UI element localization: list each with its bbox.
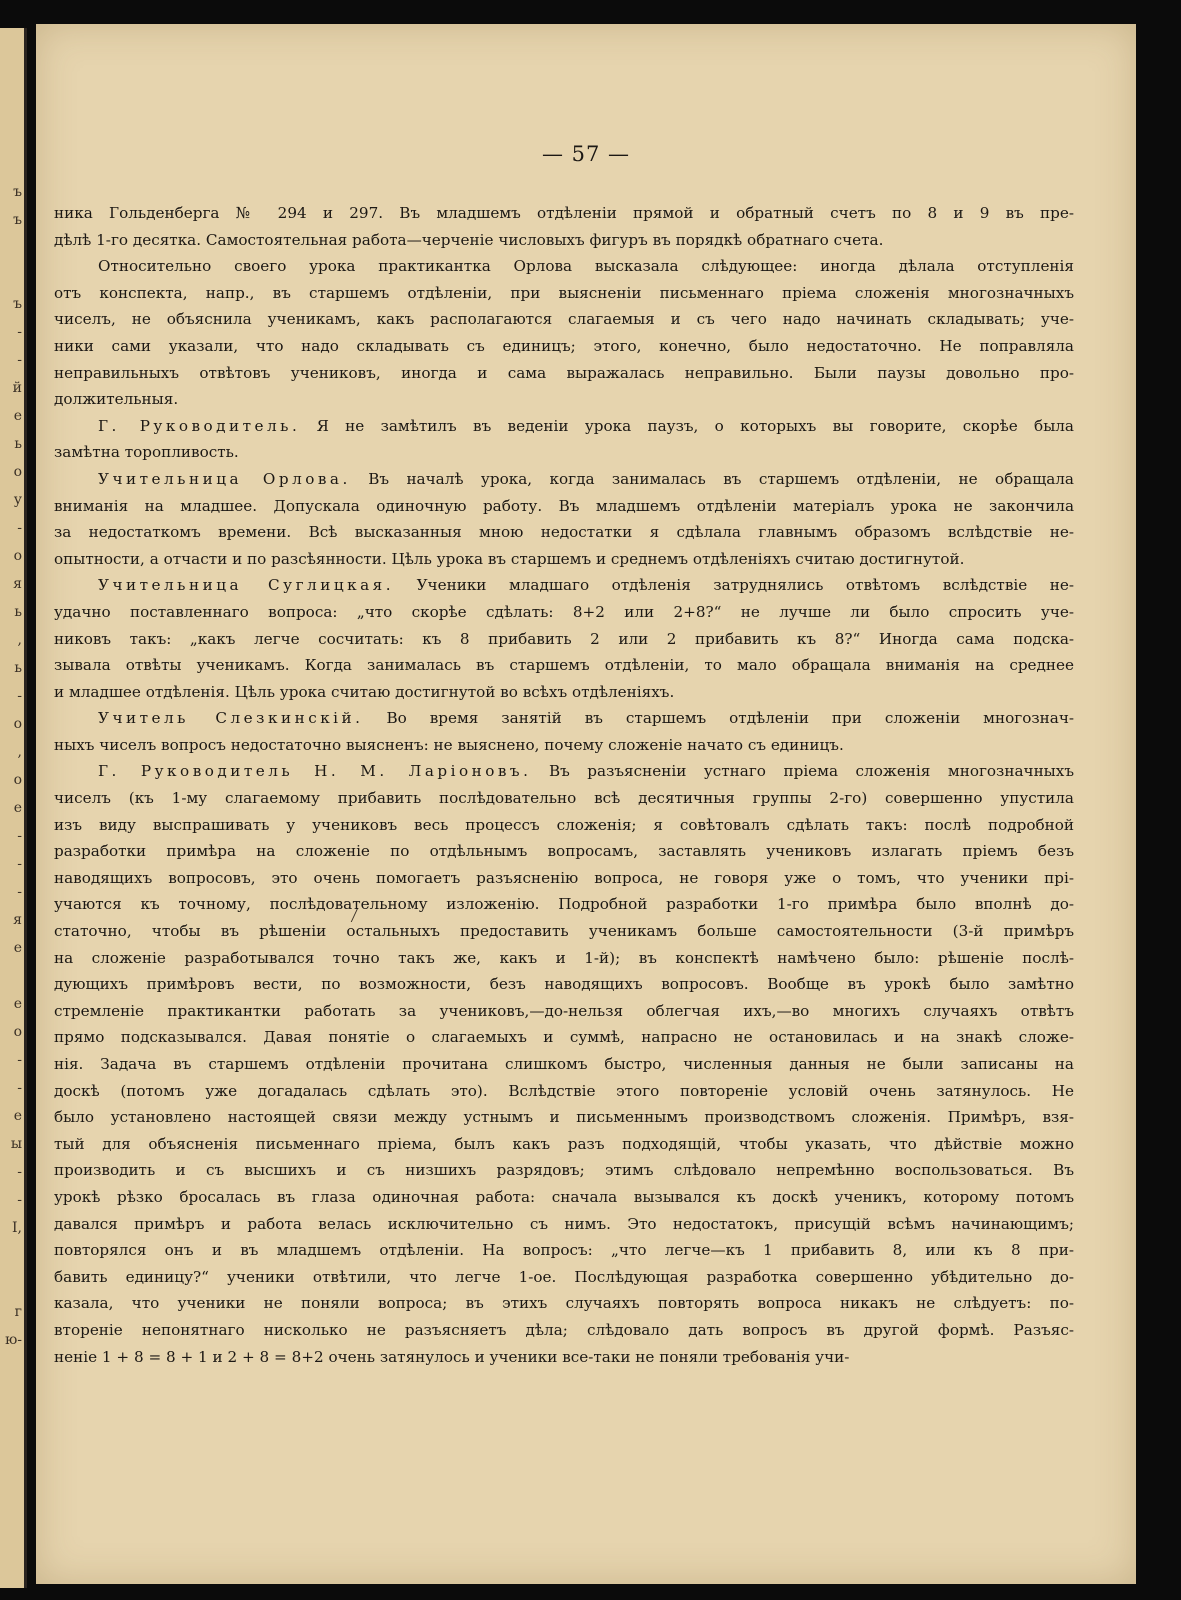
text-line	[54, 1184, 1074, 1211]
text-line	[54, 306, 1074, 333]
line-text: дующихъ примѣровъ вести, по возможности, безъ наводящихъ вопросовъ. Вообще въ урокѣ было замѣтно	[54, 975, 1074, 994]
text-line	[54, 1211, 1074, 1238]
text-line	[54, 652, 1074, 679]
line-text: замѣтна торопливость.	[54, 443, 239, 462]
line-text: и младшее отдѣленія. Цѣль урока считаю достигнутой во всѣхъ отдѣленіяхъ.	[54, 682, 675, 701]
paragraph-p1	[54, 200, 1074, 253]
text-line	[54, 1157, 1074, 1184]
text-line	[54, 732, 1074, 759]
text-line	[54, 413, 1074, 440]
speaker-name: Г. Руководитель.	[98, 416, 301, 435]
line-text: бавить единицу?“ ученики отвѣтили, что легче 1-ое. Послѣдующая разработка совершенно убѣдительно до-	[54, 1267, 1074, 1286]
text-line	[54, 945, 1074, 972]
line-text: на сложеніе разработывался точно такъ же, какъ и 1-й); въ конспектѣ намѣчено было: рѣшеніе послѣ-	[54, 948, 1074, 967]
text-line	[54, 1104, 1074, 1131]
page-number: — 57 —	[541, 142, 631, 166]
text-line	[54, 1290, 1074, 1317]
line-text: должительныя.	[54, 390, 179, 409]
text-line	[54, 572, 1074, 599]
paragraph-p3	[54, 413, 1074, 466]
text-line	[54, 812, 1074, 839]
line-text: опытности, а отчасти и по разсѣянности. Цѣль урока въ старшемъ и среднемъ отдѣленіяхъ считаю достигнутой.	[54, 549, 965, 568]
text-line	[54, 758, 1074, 785]
text-line	[54, 1237, 1074, 1264]
text-line	[54, 865, 1074, 892]
line-text: доскѣ (потомъ уже догадалась сдѣлать это). Вслѣдствіе этого повтореніе условій очень затянулось. Не	[54, 1081, 1074, 1100]
line-text: неніе 1 + 8 = 8 + 1 и 2 + 8 = 8+2 очень затянулось и ученики все-таки не поняли требованія учи-	[54, 1347, 850, 1366]
text-line	[54, 386, 1074, 413]
text-line	[54, 838, 1074, 865]
text-line	[54, 546, 1074, 573]
line-text: зывала отвѣты ученикамъ. Когда занималась въ старшемъ отдѣленіи, то мало обращала вниманія на среднее	[54, 656, 1074, 675]
line-text: Въ началѣ урока, когда занималась въ старшемъ отдѣленіи, не обращала	[350, 469, 1074, 488]
line-text: Во время занятій въ старшемъ отдѣленіи при сложеніи многознач-	[363, 709, 1074, 728]
speaker-name: Учительница Орлова.	[98, 469, 351, 488]
line-text: дѣлѣ 1-го десятка. Самостоятельная работа—черченіе числовыхъ фигуръ въ порядкѣ обратнаго счета.	[54, 230, 884, 249]
line-text: урокѣ рѣзко бросалась въ глаза одиночная работа: сначала вызывался къ доскѣ ученикъ, которому потомъ	[54, 1187, 1074, 1206]
line-text: Ученики младшаго отдѣленія затруднялись отвѣтомъ вслѣдствіе не-	[394, 576, 1074, 595]
text-line	[54, 785, 1074, 812]
text-line	[54, 705, 1074, 732]
line-text: за недостаткомъ времени. Всѣ высказанныя мною недостатки я сдѣлала главнымъ образомъ вслѣдствіе не-	[54, 523, 1074, 542]
text-line	[54, 1317, 1074, 1344]
body-text	[54, 200, 1074, 1370]
line-text: Въ разъясненіи устнаго пріема сложенія многозначныхъ	[531, 762, 1075, 781]
line-text: было установлено настоящей связи между устнымъ и письменнымъ производствомъ сложенія. Примѣръ, взя-	[54, 1108, 1074, 1127]
text-line	[54, 998, 1074, 1025]
text-line	[54, 1051, 1074, 1078]
line-text: чиселъ, не объяснила ученикамъ, какъ располагаются слагаемыя и съ чего надо начинать складывать; уче-	[54, 310, 1074, 329]
line-text: удачно поставленнаго вопроса: „что скорѣе сдѣлать: 8+2 или 2+8?“ не лучше ли было спросить уче-	[54, 602, 1074, 621]
text-line	[54, 439, 1074, 466]
line-text: неправильныхъ отвѣтовъ учениковъ, иногда и сама выражалась неправильно. Были паузы довольно про-	[54, 363, 1074, 382]
text-line	[54, 1078, 1074, 1105]
speaker-name: Г. Руководитель Н. М. Ларіоновъ.	[98, 762, 532, 781]
paragraph-p6	[54, 705, 1074, 758]
document-page	[36, 24, 1136, 1584]
text-line	[54, 333, 1074, 360]
text-line	[54, 1344, 1074, 1371]
text-line	[54, 1131, 1074, 1158]
paragraph-p5	[54, 572, 1074, 705]
text-line	[54, 200, 1074, 227]
paragraph-p7	[54, 758, 1074, 1370]
text-line	[54, 280, 1074, 307]
text-line	[54, 891, 1074, 918]
paragraph-p2	[54, 253, 1074, 413]
line-text: чиселъ (къ 1-му слагаемому прибавить послѣдовательно всѣ десятичныя группы 2-го) совершенно упустила	[54, 789, 1074, 808]
text-line	[54, 466, 1074, 493]
line-text: втореніе непонятнаго нисколько не разъясняетъ дѣла; слѣдовало дать вопросъ въ другой формѣ. Разъяс-	[54, 1320, 1074, 1339]
text-line	[54, 227, 1074, 254]
line-text: производить и съ высшихъ и съ низшихъ разрядовъ; этимъ слѣдовало непремѣнно воспользоваться. Въ	[54, 1161, 1074, 1180]
line-text: изъ виду выспрашивать у учениковъ весь процессъ сложенія; я совѣтовалъ сдѣлать такъ: послѣ подробной	[54, 815, 1074, 834]
line-text: ника Гольденберга № 294 и 297. Въ младшемъ отдѣленіи прямой и обратный счетъ по 8 и 9 въ пре-	[54, 204, 1074, 222]
facing-page-fragments: ъ ъ ъ - - й e ь о у - о я ь , ь - о , о e - - - я е e о - - e ы - - I, г ю-	[5, 184, 22, 1348]
text-line	[54, 493, 1074, 520]
text-line	[54, 519, 1074, 546]
line-text: разработки примѣра на сложеніе по отдѣльнымъ вопросамъ, заставлять учениковъ излагать пріемъ безъ	[54, 842, 1074, 861]
text-line	[54, 626, 1074, 653]
line-text: никовъ такъ: „какъ легче сосчитать: къ 8 прибавить 2 или 2 прибавить къ 8?“ Иногда сама подска-	[54, 629, 1074, 648]
line-text: тый для объясненія письменнаго пріема, былъ какъ разъ подходящій, чтобы указать, что дѣйствіе можно	[54, 1134, 1074, 1153]
text-line	[54, 1024, 1074, 1051]
line-text: Я не замѣтилъ въ веденіи урока паузъ, о которыхъ вы говорите, скорѣе была	[300, 416, 1074, 435]
line-text: Относительно своего урока практикантка Орлова высказала слѣдующее: иногда дѣлала отступленія	[98, 257, 1074, 276]
line-text: ныхъ чиселъ вопросъ недостаточно выясненъ: не выяснено, почему сложеніе начато съ единицъ.	[54, 735, 844, 754]
line-text: давался примѣръ и работа велась исключительно съ нимъ. Это недостатокъ, присущій всѣмъ начинающимъ;	[54, 1214, 1074, 1233]
paragraph-p4	[54, 466, 1074, 572]
line-text: стремленіе практикантки работать за учениковъ,—до-нельзя облегчая ихъ,—во многихъ случаяхъ отвѣтъ	[54, 1001, 1074, 1020]
line-text: казала, что ученики не поняли вопроса; въ этихъ случаяхъ повторять вопроса никакъ не слѣдуетъ: по-	[54, 1294, 1074, 1313]
text-line	[54, 360, 1074, 387]
facing-page-edge	[0, 28, 27, 1588]
line-text: нія. Задача въ старшемъ отдѣленіи прочитана слишкомъ быстро, численныя данныя не были записаны на	[54, 1055, 1074, 1073]
speaker-name: Учитель Слезкинскій.	[98, 709, 364, 728]
line-text: вниманія на младшее. Допускала одиночную работу. Въ младшемъ отдѣленіи матеріалъ урока не закончила	[54, 496, 1074, 515]
text-line	[54, 599, 1074, 626]
text-line	[54, 253, 1074, 280]
text-line	[54, 679, 1074, 706]
line-text: статочно, чтобы въ рѣшеніи остальныхъ предоставить ученикамъ больше самостоятельности (3-й примѣръ	[54, 922, 1074, 941]
line-text: наводящихъ вопросовъ, это очень помогаетъ разъясненію вопроса, не говоря уже о томъ, что ученики прі-	[54, 868, 1074, 887]
text-line	[54, 1264, 1074, 1291]
text-line	[54, 918, 1074, 945]
line-text: учаются къ точному, послѣдовательному изложенію. Подробной разработки 1-го примѣра было вполнѣ до-	[54, 895, 1074, 914]
text-line	[54, 971, 1074, 998]
line-text: отъ конспекта, напр., въ старшемъ отдѣленіи, при выясненіи письменнаго пріема сложенія многозначныхъ	[54, 283, 1074, 302]
speaker-name: Учительница Суглицкая.	[98, 576, 395, 595]
line-text: ники сами указали, что надо складывать съ единицъ; этого, конечно, было недостаточно. Не поправляла	[54, 336, 1074, 355]
line-text: прямо подсказывался. Давая понятіе о слагаемыхъ и суммѣ, напрасно не остановилась и на знакѣ сложе-	[54, 1028, 1074, 1047]
line-text: повторялся онъ и въ младшемъ отдѣленіи. На вопросъ: „что легче—къ 1 прибавить 8, или къ 8 при-	[54, 1241, 1074, 1260]
